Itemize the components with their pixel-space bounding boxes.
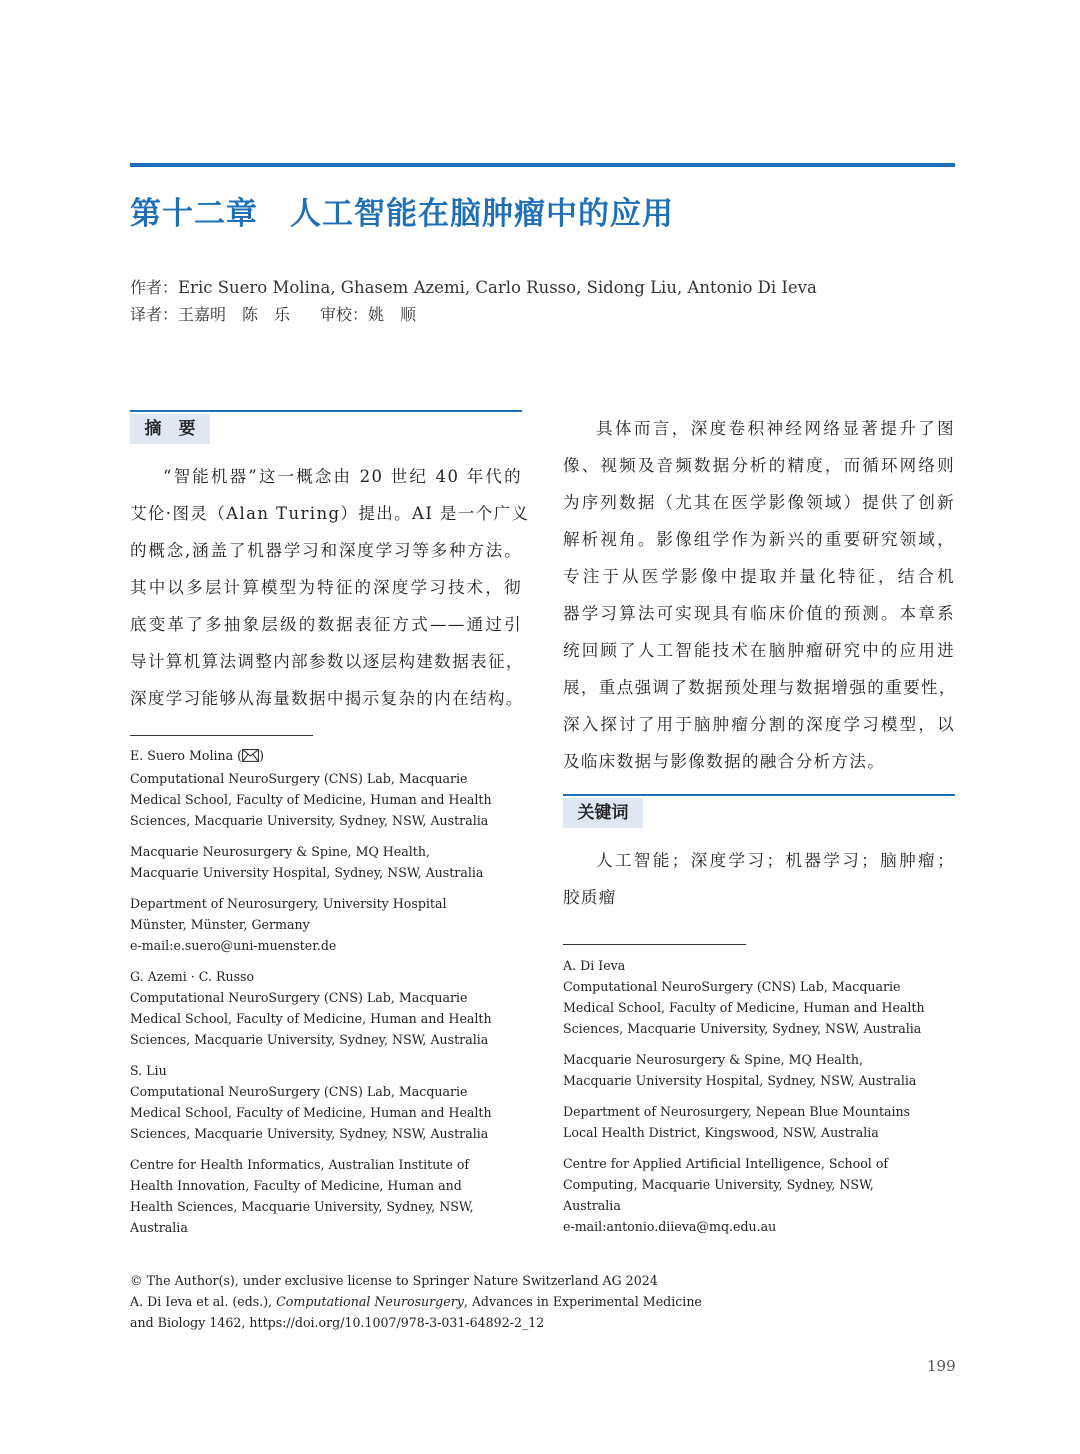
reviewer-label: 审校：	[320, 305, 369, 324]
abstract-line: 解析视角。影像组学作为新兴的重要研究领域，	[563, 530, 955, 549]
abstract-line: 专注于从医学影像中提取并量化特征，结合机	[563, 567, 955, 586]
abstract-line: 深度学习能够从海量数据中揭示复杂的内在结构。	[130, 689, 524, 708]
abstract-heading: 摘 要	[130, 414, 210, 444]
page-number: 199	[927, 1357, 956, 1375]
authors-label: 作者：	[130, 278, 179, 297]
chapter-title-text: 人工智能在脑肿瘤中的应用	[290, 196, 674, 232]
affiliation-line: S. Liu	[130, 1063, 167, 1078]
affiliation-block	[130, 745, 492, 831]
abstract-line: 艾伦·图灵（Alan Turing）提出。AI 是一个广义	[130, 504, 530, 523]
affiliation-line: Department of Neurosurgery, Nepean Blue Mountains	[563, 1104, 911, 1119]
affiliation-block	[130, 893, 492, 956]
keywords-heading: 关键词	[563, 798, 643, 828]
affiliation-line: Sciences, Macquarie University, Sydney, NSW, Australia	[563, 1021, 922, 1036]
abstract-line: “智能机器”这一概念由 20 世纪 40 年代的	[163, 467, 522, 486]
affiliation-line: Macquarie Neurosurgery & Spine, MQ Health,	[130, 844, 430, 859]
affiliation-block	[130, 1154, 492, 1238]
keywords-line: 胶质瘤	[563, 888, 617, 907]
affiliation-block	[563, 1101, 925, 1143]
affiliation-line: Macquarie University Hospital, Sydney, NSW, Australia	[563, 1073, 917, 1088]
affiliation-line: Computational NeuroSurgery (CNS) Lab, Macquarie	[130, 990, 468, 1005]
affiliation-block	[130, 1060, 492, 1144]
envelope-icon[interactable]	[242, 747, 259, 768]
affiliation-line: Computational NeuroSurgery (CNS) Lab, Macquarie	[563, 979, 901, 994]
chapter-title	[130, 188, 674, 233]
chapter-top-rule	[130, 163, 955, 167]
affiliations-right-rule	[563, 944, 746, 945]
affiliation-block	[563, 955, 925, 1039]
affiliation-line: Sciences, Macquarie University, Sydney, NSW, Australia	[130, 813, 489, 828]
affiliation-line: Computational NeuroSurgery (CNS) Lab, Macquarie	[130, 771, 468, 786]
affiliation-line: Macquarie Neurosurgery & Spine, MQ Health,	[563, 1052, 863, 1067]
abstract-paragraph	[130, 458, 530, 717]
authors-names: Eric Suero Molina, Ghasem Azemi, Carlo Russo, Sidong Liu, Antonio Di Ieva	[178, 278, 817, 297]
affiliation-line: Computational NeuroSurgery (CNS) Lab, Macquarie	[130, 1084, 468, 1099]
affiliations-right	[563, 955, 925, 1247]
abstract-rule	[130, 410, 522, 412]
affiliation-line: Australia	[563, 1198, 621, 1213]
affiliation-line: E. Suero Molina ( )	[130, 745, 492, 768]
affiliation-line: Department of Neurosurgery, University Hospital	[130, 896, 447, 911]
abstract-line: 其中以多层计算模型为特征的深度学习技术，彻	[130, 578, 522, 597]
affiliation-line: Macquarie University Hospital, Sydney, NSW, Australia	[130, 865, 484, 880]
affiliation-line: G. Azemi · C. Russo	[130, 969, 255, 984]
abstract-line: 为序列数据（尤其在医学影像领域）提供了创新	[563, 493, 955, 512]
email-link[interactable]: e-mail:e.suero@uni-muenster.de	[130, 938, 337, 953]
abstract-line: 导计算机算法调整内部参数以逐层构建数据表征，	[130, 652, 524, 671]
book-title: Computational Neurosurgery	[276, 1294, 464, 1309]
email-link[interactable]: e-mail:antonio.diieva@mq.edu.au	[563, 1219, 777, 1234]
keywords-paragraph	[563, 842, 955, 916]
translators-line	[130, 301, 817, 328]
affiliation-line: Local Health District, Kingswood, NSW, Australia	[563, 1125, 879, 1140]
affiliation-line: Medical School, Faculty of Medicine, Human and Health	[130, 792, 492, 807]
abstract-line: 器学习算法可实现具有临床价值的预测。本章系	[563, 604, 955, 623]
abstract-line: 统回顾了人工智能技术在脑肿瘤研究中的应用进	[563, 641, 955, 660]
doi-link[interactable]: and Biology 1462, https://doi.org/10.1007/978-3-031-64892-2_12	[130, 1315, 545, 1330]
abstract-line: 及临床数据与影像数据的融合分析方法。	[563, 752, 886, 771]
affiliations-left-rule	[130, 735, 313, 736]
abstract-line: 的概念,涵盖了机器学习和深度学习等多种方法。	[130, 541, 522, 560]
affiliation-line: Health Innovation, Faculty of Medicine, Human and	[130, 1178, 462, 1193]
citation-line: A. Di Ieva et al. (eds.), Computational Neurosurgery, Advances in Experimental Medicine	[130, 1294, 702, 1309]
affiliation-block	[563, 1049, 925, 1091]
translators-names: 王嘉明 陈 乐	[178, 305, 291, 324]
affiliation-line: Medical School, Faculty of Medicine, Human and Health	[563, 1000, 925, 1015]
copyright-notice	[130, 1270, 702, 1333]
keywords-line: 人工智能；深度学习；机器学习；脑肿瘤；	[596, 851, 955, 870]
abstract-line: 底变革了多抽象层级的数据表征方式——通过引	[130, 615, 522, 634]
abstract-continued-paragraph	[563, 410, 955, 780]
keywords-rule	[563, 794, 955, 796]
chapter-number: 第十二章	[130, 196, 258, 232]
affiliation-line: Centre for Applied Artificial Intelligence, School of	[563, 1156, 889, 1171]
abstract-line: 展，重点强调了数据预处理与数据增强的重要性，	[563, 678, 957, 697]
affiliation-block	[130, 966, 492, 1050]
affiliation-line: Health Sciences, Macquarie University, Sydney, NSW,	[130, 1199, 474, 1214]
affiliations-left	[130, 745, 492, 1248]
chapter-credits	[130, 274, 817, 328]
abstract-line: 深入探讨了用于脑肿瘤分割的深度学习模型，以	[563, 715, 955, 734]
affiliation-line: Medical School, Faculty of Medicine, Human and Health	[130, 1105, 492, 1120]
abstract-line: 具体而言，深度卷积神经网络显著提升了图	[596, 419, 955, 438]
translators-label: 译者：	[130, 305, 179, 324]
authors-line	[130, 274, 817, 301]
affiliation-block	[130, 841, 492, 883]
affiliation-line: A. Di Ieva	[563, 958, 626, 973]
reviewer-name: 姚 顺	[368, 305, 417, 324]
affiliation-line: Computing, Macquarie University, Sydney, NSW,	[563, 1177, 874, 1192]
affiliation-line: Sciences, Macquarie University, Sydney, NSW, Australia	[130, 1032, 489, 1047]
abstract-line: 像、视频及音频数据分析的精度，而循环网络则	[563, 456, 955, 475]
affiliation-line: Sciences, Macquarie University, Sydney, NSW, Australia	[130, 1126, 489, 1141]
affiliation-block	[563, 1153, 925, 1237]
affiliation-line: Australia	[130, 1220, 188, 1235]
affiliation-line: Medical School, Faculty of Medicine, Human and Health	[130, 1011, 492, 1026]
copyright-line: © The Author(s), under exclusive license to Springer Nature Switzerland AG 2024	[130, 1273, 658, 1288]
affiliation-line: Centre for Health Informatics, Australian Institute of	[130, 1157, 470, 1172]
affiliation-line: Münster, Münster, Germany	[130, 917, 310, 932]
